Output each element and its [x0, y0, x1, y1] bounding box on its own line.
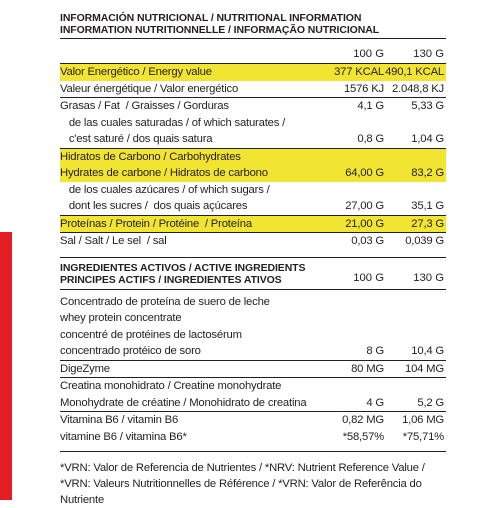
value-130g: 104 MG [405, 362, 444, 375]
value-130g: 27,3 G [411, 217, 444, 230]
row-name: c'est saturé / dos quais satura [60, 133, 213, 145]
column-100g: 100 G [353, 48, 384, 60]
row-name: Valor Energético / Energy value [60, 66, 212, 78]
nutrition-row [60, 98, 446, 115]
column-130g: 130 G [413, 48, 444, 60]
value-100g: 0,82 MG [342, 414, 384, 426]
value-130g: 5,33 G [411, 100, 444, 112]
nutrition-column-headers [60, 39, 446, 64]
row-name: whey protein concentrate [60, 312, 182, 324]
ingredients-header [60, 257, 446, 290]
nutrition-row [60, 198, 446, 216]
red-side-stripe [0, 232, 12, 500]
row-name: Concentrado de proteína de suero de leche [60, 295, 270, 308]
value-130g: 5,2 G [417, 396, 444, 409]
nutrition-rows [60, 64, 446, 250]
row-name: DigeZyme [60, 362, 110, 375]
value-100g: 27,00 G [345, 200, 384, 212]
value-130g: 1,04 G [411, 133, 444, 145]
row-name: de las cuales saturadas / of which saturates / [60, 116, 286, 129]
value-100g: 0,8 G [357, 133, 384, 145]
row-name: Monohydrate de créatine / Monohidrato de creatina [60, 396, 307, 409]
ingredient-row [60, 361, 446, 379]
value-130g: *75,71% [402, 430, 444, 443]
footnote: *VRN: Valor de Referencia de Nutrientes / *NRV: Nutrient Reference Value / *VRN: Valeurs Nutritionnelles de Référence / *VRN: Valor de Referência do Nutriente [60, 451, 446, 508]
nutrition-label-panel [60, 12, 446, 508]
value-100g: 377 KCAL [334, 66, 384, 78]
value-100g: 4 G [366, 396, 384, 409]
header-line-2: INFORMATION NUTRITIONNELLE / INFORMAÇÃO NUTRICIONAL [60, 24, 380, 36]
row-name: Sal / Salt / Le sel / sal [60, 235, 167, 247]
row-name: Grasas / Fat / Graisses / Gorduras [60, 100, 229, 112]
value-130g: 0,039 G [405, 235, 444, 247]
nutrition-row [60, 81, 446, 99]
value-100g: 4,1 G [357, 100, 384, 112]
row-name: Creatina monohidrato / Creatine monohydrate [60, 380, 282, 392]
value-100g: 0,03 G [351, 235, 384, 247]
nutrition-header [60, 12, 446, 39]
row-name: Vitamina B6 / vitamin B6 [60, 414, 179, 426]
nutrition-row [60, 233, 446, 250]
ingredient-row [60, 395, 446, 413]
value-130g: 1,06 MG [402, 414, 444, 426]
value-100g: 21,00 G [345, 217, 384, 230]
value-100g: 80 MG [351, 362, 384, 375]
value-130g: 10,4 G [411, 345, 444, 357]
nutrition-row [60, 216, 446, 234]
ingredients-header-line-1: INGREDIENTES ACTIVOS / ACTIVE INGREDIENTS [60, 261, 306, 274]
value-100g: *58,57% [342, 430, 384, 443]
nutrition-row [60, 149, 446, 166]
ingredient-rows [60, 290, 446, 446]
nutrition-row [60, 182, 446, 199]
row-name: dont les sucres / dos quais açúcares [60, 200, 248, 212]
ingredient-row [60, 310, 446, 327]
row-name: Valeur énergétique / Valor energético [60, 82, 239, 95]
ingredient-row [60, 378, 446, 395]
row-name: de los cuales azúcares / of which sugars / [60, 183, 270, 196]
row-name: Proteínas / Protein / Protéine / Proteína [60, 217, 252, 230]
row-name: concentrado protéico de soro [60, 345, 201, 357]
value-130g: 490,1 KCAL [385, 66, 444, 78]
ingredients-column-100g: 100 G [353, 271, 384, 284]
row-name: concentré de protéines de lactosérum [60, 328, 242, 341]
right-margin [448, 0, 500, 500]
row-name: vitamine B6 / vitamina B6* [60, 430, 187, 443]
nutrition-row [60, 131, 446, 149]
value-130g: 35,1 G [411, 200, 444, 212]
value-130g: 2.048,8 KJ [391, 82, 444, 95]
ingredient-row [60, 429, 446, 446]
header-line-1: INFORMACIÓN NUTRICIONAL / NUTRITIONAL INFORMATION [60, 12, 362, 24]
ingredient-row [60, 294, 446, 311]
row-name: Hydrates de carbone / Hidratos de carbono [60, 167, 268, 179]
nutrition-row [60, 64, 446, 81]
nutrition-row [60, 165, 446, 182]
value-130g: 83,2 G [411, 167, 444, 179]
value-100g: 1576 KJ [343, 82, 384, 95]
ingredients-header-line-2: PRINCIPES ACTIFS / INGREDIENTES ATIVOS [60, 273, 282, 286]
row-name: Hidratos de Carbono / Carbohydrates [60, 150, 241, 163]
ingredients-column-130g: 130 G [413, 271, 444, 284]
value-100g: 8 G [366, 345, 384, 357]
value-100g: 64,00 G [345, 167, 384, 179]
nutrition-row [60, 115, 446, 132]
ingredient-row [60, 343, 446, 361]
ingredient-row [60, 412, 446, 429]
ingredient-row [60, 327, 446, 344]
